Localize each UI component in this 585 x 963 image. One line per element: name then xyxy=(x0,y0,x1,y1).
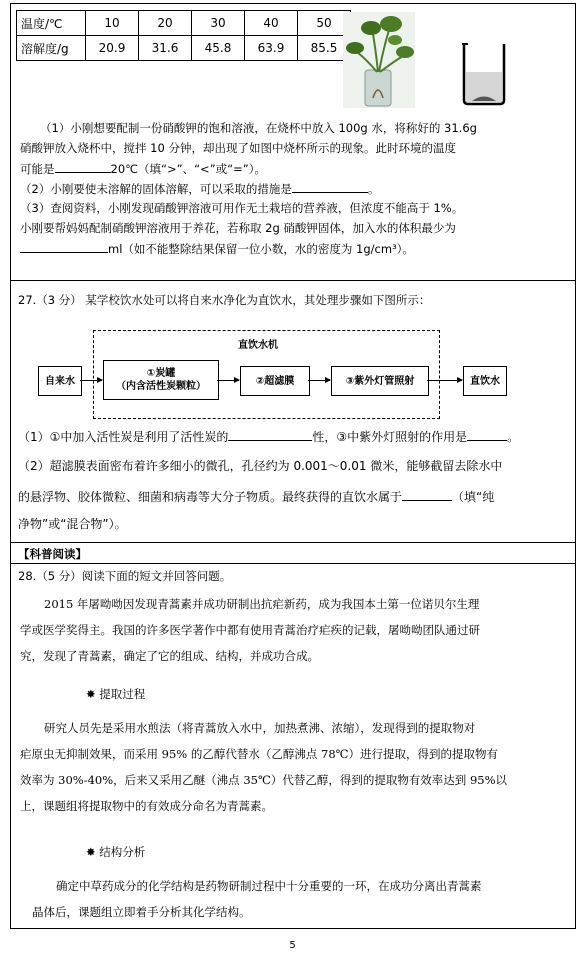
bullet-icon: ✸ xyxy=(86,845,96,859)
q28-intro: 28.（5 分）阅读下面的短文并回答问题。 xyxy=(18,569,232,583)
q26-part3-line2: 小刚要帮妈妈配制硝酸钾溶液用于养花，若称取 2g 硝酸钾固体，加入水的体积最少为 xyxy=(20,221,456,235)
q26-part1-line1: （1）小刚想要配制一份硝酸钾的饱和溶液，在烧杯中放入 100g 水，将称好的 31.6g xyxy=(40,121,477,135)
uv-lamp-box xyxy=(331,366,429,396)
machine-title: 直饮水机 xyxy=(238,340,278,351)
flow-arrow xyxy=(308,380,330,381)
table-cell: 40 xyxy=(245,11,298,36)
tap-water-label: 自来水 xyxy=(45,375,75,387)
heading-structure xyxy=(86,844,145,860)
temperature-header: 温度/℃ xyxy=(17,11,86,36)
reading-paragraph-2: 上，课题组将提取物中的有效成分命名为青蒿素。 xyxy=(20,799,273,813)
carbon-tank-sublabel: （内含活性炭颗粒） xyxy=(116,381,206,392)
q27-intro: 27.（3 分） 某学校饮水处可以将自来水净化为直饮水，其处理步骤如下图所示： xyxy=(18,293,431,307)
reading-paragraph-1: 究，发现了青蒿素，确定了它的组成、结构，并成功合成。 xyxy=(20,649,319,663)
potted-plant-image xyxy=(343,12,415,108)
reading-paragraph-1: 2015 年屠呦呦因发现青蒿素并成功研制出抗疟新药，成为我国本土第一位诺贝尔生理 xyxy=(44,597,480,611)
page-number: 5 xyxy=(289,940,296,951)
table-cell: 20 xyxy=(139,11,192,36)
table-cell: 30 xyxy=(192,11,245,36)
bullet-icon: ✸ xyxy=(86,687,96,701)
reading-paragraph-2: 研究人员先是采用水煎法（将青蒿放入水中，加热煮沸、浓缩），发现得到的提取物对 xyxy=(44,721,476,735)
q26-part1-prefix: 可能是 xyxy=(20,162,55,176)
carbon-tank-label: ①炭罐 xyxy=(146,368,176,379)
reading-paragraph-2: 效率为 30%-40%，后来又采用乙醚（沸点 35℃）代替乙醇，得到的提取物有效率达到 95%以 xyxy=(20,773,508,787)
q27-part2-prefix: 的悬浮物、胶体微粒、细菌和病毒等大分子物质。最终获得的直饮水属于 xyxy=(18,490,403,504)
drinking-water-box xyxy=(463,366,507,396)
beaker-icon xyxy=(462,42,506,106)
heading-extraction xyxy=(86,686,145,702)
flow-arrow xyxy=(80,380,102,381)
q26-part3-line1: （3）查阅资料，小刚发现硝酸钾溶液可用作无土栽培的营养液，但浓度不能高于 1%。 xyxy=(20,201,464,215)
answer-blank[interactable] xyxy=(402,488,452,501)
q26-part1-suffix: 20℃（填“>”、“<”或“=”）。 xyxy=(110,162,266,176)
drinking-water-label: 直饮水 xyxy=(470,375,500,387)
table-cell: 20.9 xyxy=(86,36,139,61)
section-divider xyxy=(10,563,576,564)
flow-arrow xyxy=(427,380,462,381)
reading-paragraph-3: 确定中草药成分的化学结构是药物研制过程中十分重要的一环，在成功分离出青蒿素 xyxy=(56,879,482,893)
ultrafiltration-label: ②超滤膜 xyxy=(255,375,295,387)
table-cell: 31.6 xyxy=(139,36,192,61)
reading-paragraph-1: 学或医学奖得主。我国的许多医学著作中都有使用青蒿治疗疟疾的记载，屠呦呦团队通过研 xyxy=(20,623,480,637)
table-cell: 50 xyxy=(298,11,351,36)
uv-lamp-label: ③紫外灯管照射 xyxy=(345,375,415,387)
q26-part3-line3 xyxy=(20,240,414,257)
q27-part1-suffix: 。 xyxy=(507,430,520,444)
solubility-row xyxy=(17,36,351,61)
table-cell: 63.9 xyxy=(245,36,298,61)
q27-part1-middle: 性，③中紫外灯照射的作用是 xyxy=(312,430,468,444)
carbon-tank-box xyxy=(103,360,219,400)
solubility-header: 溶解度/g xyxy=(17,36,86,61)
heading-extraction-label: 提取过程 xyxy=(99,687,146,701)
ultrafiltration-box xyxy=(240,366,310,396)
q27-part2-line2 xyxy=(18,488,494,505)
solubility-table xyxy=(16,10,351,61)
table-cell: 10 xyxy=(86,11,139,36)
heading-structure-label: 结构分析 xyxy=(99,845,146,859)
q26-part3-suffix: ml（如不能整除结果保留一位小数，水的密度为 1g/cm³）。 xyxy=(108,242,414,256)
q27-part1-prefix: （1）①中加入活性炭是利用了活性炭的 xyxy=(18,430,229,444)
tap-water-box xyxy=(38,366,82,396)
temperature-row xyxy=(17,11,351,36)
reading-paragraph-3: 晶体后，课题组立即着手分析其化学结构。 xyxy=(32,905,251,919)
reading-paragraph-2: 疟原虫无抑制效果，而采用 95% 的乙醇代替水（乙醇沸点 78℃）进行提取，得到的提取物有 xyxy=(20,747,499,761)
q26-part2-prefix: （2）小刚要使未溶解的固体溶解，可以采取的措施是 xyxy=(20,182,292,196)
q27-part1 xyxy=(18,428,519,445)
flow-arrow xyxy=(217,380,239,381)
answer-blank[interactable] xyxy=(292,180,368,193)
section-title: 【科普阅读】 xyxy=(18,547,87,561)
answer-blank[interactable] xyxy=(467,428,507,441)
answer-blank[interactable] xyxy=(20,240,108,253)
q26-part2 xyxy=(20,180,379,197)
q27-part2-suffix: （填“纯 xyxy=(452,490,495,504)
q26-part1-line3 xyxy=(20,160,266,177)
q27-part2-line3: 净物”或“混合物”）。 xyxy=(18,517,127,531)
q26-part1-line2: 硝酸钾放入烧杯中，搅拌 10 分钟，却出现了如图中烧杯所示的现象。此时环境的温度 xyxy=(20,141,456,155)
answer-blank[interactable] xyxy=(55,160,111,173)
q26-part2-suffix: 。 xyxy=(367,182,380,196)
q27-part2-line1: （2）超滤膜表面密布着许多细小的微孔，孔径约为 0.001～0.01 微米，能够截留去除水中 xyxy=(18,459,503,473)
answer-blank[interactable] xyxy=(228,428,312,441)
table-cell: 85.5 xyxy=(298,36,351,61)
table-cell: 45.8 xyxy=(192,36,245,61)
